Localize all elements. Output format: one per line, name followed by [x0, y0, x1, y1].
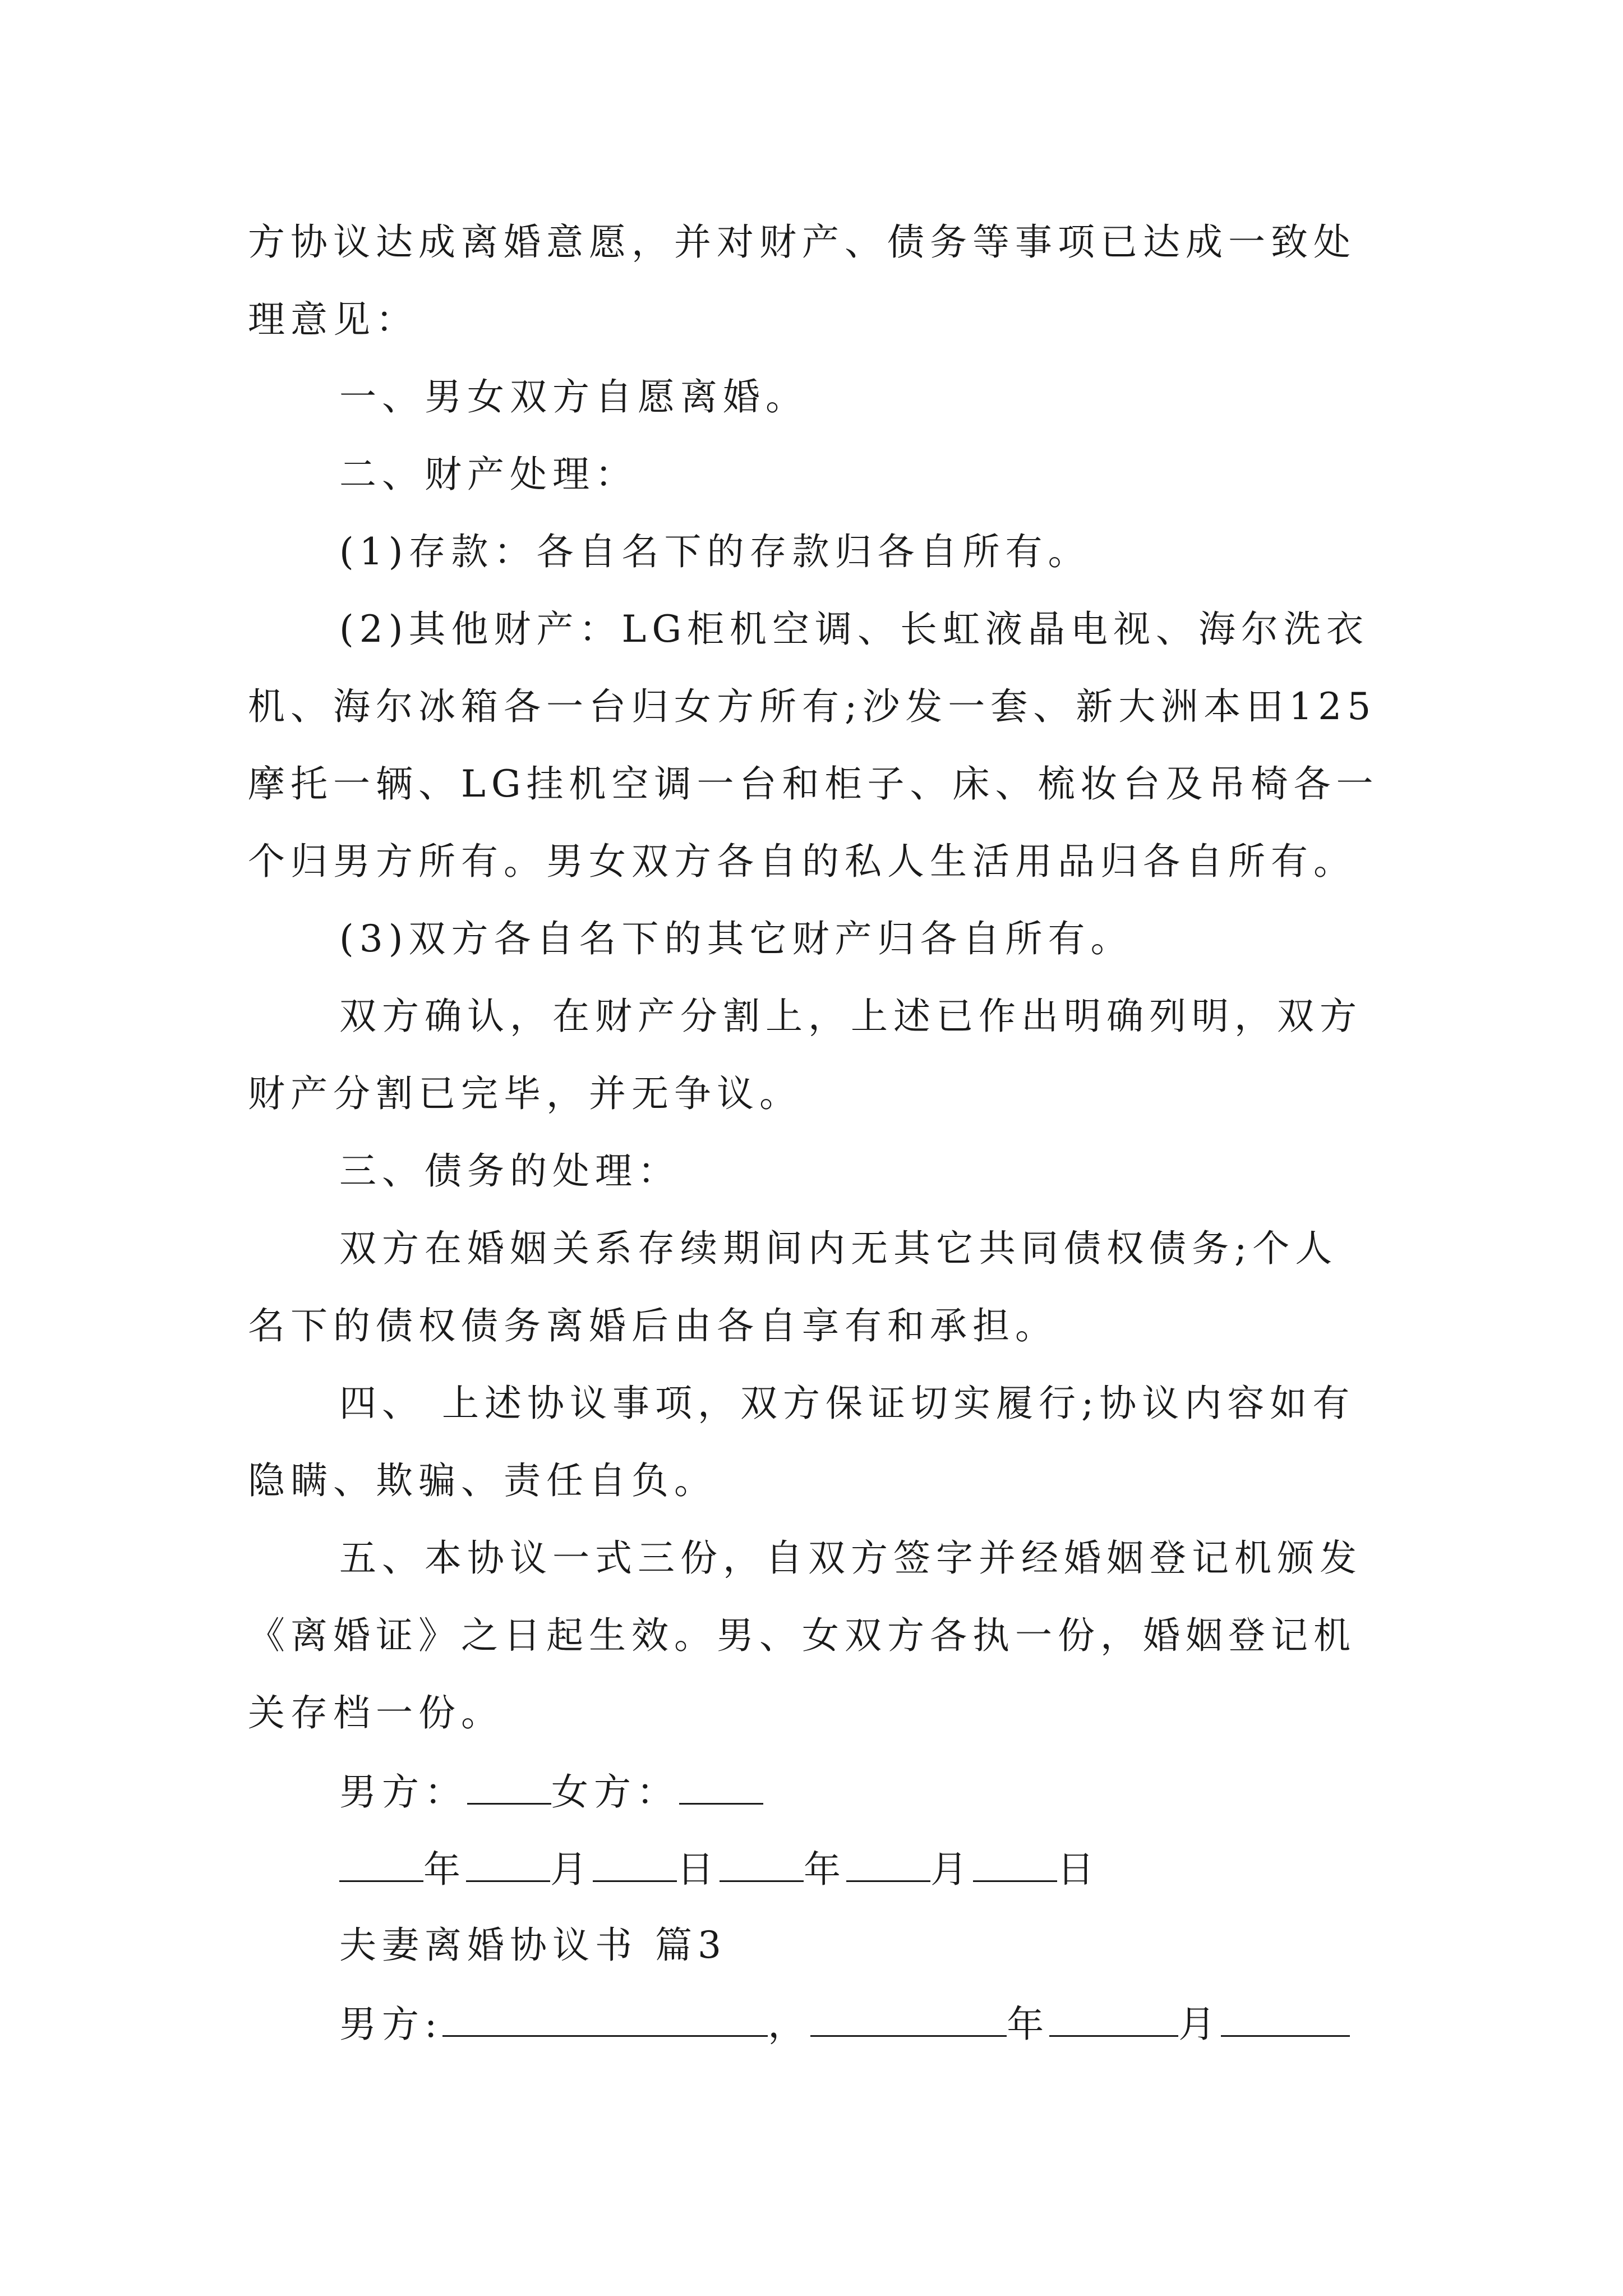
day-blank-2[interactable]: [973, 1846, 1057, 1882]
clause-2-item-3: (3)双方各自名下的其它财产归各自所有。: [339, 917, 1133, 960]
day-blank-1[interactable]: [593, 1846, 677, 1882]
clause-5-line-1: 五、本协议一式三份，自双方签字并经婚姻登记机颁发: [339, 1536, 1362, 1580]
month-label-2: 月: [930, 1848, 973, 1891]
final-male-label: 男方:: [339, 2003, 443, 2046]
year-label-2: 年: [804, 1848, 846, 1891]
day-label-2: 日: [1057, 1848, 1100, 1891]
day-label-1: 日: [677, 1848, 720, 1891]
confirmation-line-1: 双方确认，在财产分割上，上述已作出明确列明，双方: [339, 995, 1362, 1038]
section-title: 夫妻离婚协议书 篇3: [339, 1924, 727, 1967]
clause-5-line-2: 《离婚证》之日起生效。男、女双方各执一份，婚姻登记机: [248, 1614, 1356, 1657]
final-year-label: 年: [1007, 2003, 1050, 2046]
female-label: 女方：: [551, 1770, 679, 1814]
male-signature-blank[interactable]: [467, 1768, 551, 1805]
female-signature-blank[interactable]: [679, 1768, 763, 1805]
final-male-line: [339, 2000, 1350, 2047]
clause-4-line-1: 四、 上述协议事项，双方保证切实履行;协议内容如有: [339, 1382, 1355, 1425]
final-month-blank[interactable]: [1049, 2000, 1178, 2037]
final-male-blank[interactable]: [442, 2000, 768, 2037]
text-line-8: 摩托一辆、LG挂机空调一台和柜子、床、梳妆台及吊椅各一: [248, 762, 1379, 806]
confirmation-line-2: 财产分割已完毕，并无争议。: [248, 1072, 802, 1115]
text-line-7: 机、海尔冰箱各一台归女方所有;沙发一套、新大洲本田125: [248, 685, 1377, 728]
final-month-label: 月: [1178, 2003, 1221, 2046]
month-label-1: 月: [550, 1848, 593, 1891]
final-year-blank[interactable]: [810, 2000, 1007, 2037]
clause-4-line-2: 隐瞒、欺骗、责任自负。: [248, 1459, 717, 1502]
signature-line: [339, 1768, 763, 1815]
text-line-2: 理意见：: [248, 298, 418, 341]
year-blank-2[interactable]: [720, 1846, 804, 1882]
clause-3-line-1: 双方在婚姻关系存续期间内无其它共同债权债务;个人: [339, 1227, 1338, 1270]
clause-2-item-2: (2)其他财产：LG柜机空调、长虹液晶电视、海尔洗衣: [339, 608, 1370, 651]
year-label-1: 年: [423, 1848, 466, 1891]
clause-2-heading: 二、财产处理：: [339, 453, 638, 496]
male-label: 男方：: [339, 1770, 467, 1814]
final-comma: ，: [768, 2003, 811, 2046]
text-line-1: 方协议达成离婚意愿，并对财产、债务等事项已达成一致处: [248, 220, 1356, 264]
year-blank-1[interactable]: [339, 1846, 423, 1882]
clause-3-line-2: 名下的债权债务离婚后由各自享有和承担。: [248, 1304, 1058, 1347]
clause-1: 一、男女双方自愿离婚。: [339, 375, 808, 418]
clause-2-item-1: (1)存款：各自名下的存款归各自所有。: [339, 530, 1091, 573]
final-trailing-blank[interactable]: [1221, 2000, 1350, 2037]
date-line: [339, 1846, 1100, 1892]
clause-5-line-3: 关存档一份。: [248, 1691, 504, 1734]
clause-3-heading: 三、债务的处理：: [339, 1149, 680, 1193]
month-blank-1[interactable]: [466, 1846, 550, 1882]
month-blank-2[interactable]: [846, 1846, 930, 1882]
text-line-9: 个归男方所有。男女双方各自的私人生活用品归各自所有。: [248, 840, 1356, 883]
